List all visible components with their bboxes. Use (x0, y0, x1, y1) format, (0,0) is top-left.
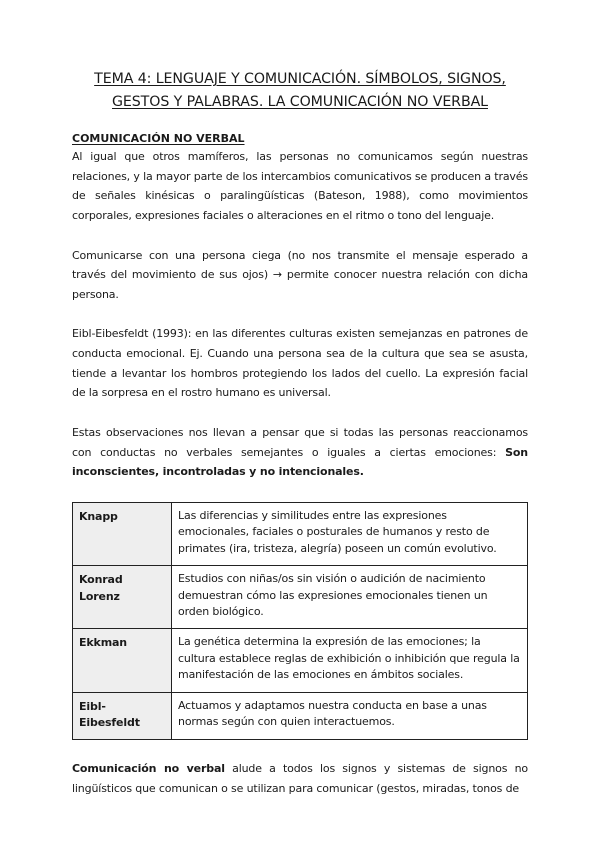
table-value-cell: Actuamos y adaptamos nuestra conducta en base a unas normas según con quien interactuemos. (172, 692, 528, 740)
table-key-cell: Konrad Lorenz (73, 566, 172, 629)
table-row (73, 692, 528, 740)
table-key-cell: Knapp (73, 502, 172, 565)
paragraph-5-emphasis: Comunicación no verbal (72, 762, 225, 776)
table-key-cell: Ekkman (73, 629, 172, 692)
paragraph-5 (72, 759, 528, 798)
paragraph-1: Al igual que otros mamíferos, las personas no comunicamos según nuestras relaciones, y la mayor parte de los intercambios comunicativos se producen a través de señales kinésicas o paralingüísticas (Bateson, 1988), como movimientos corporales, expresiones faciales o alteraciones en el ritmo o tono del lenguaje. (72, 150, 528, 223)
table-value-cell: Estudios con niñas/os sin visión o audición de nacimiento demuestran cómo las expresiones emocionales tienen un orden biológico. (172, 566, 528, 629)
section-heading: COMUNICACIÓN NO VERBAL (72, 132, 245, 145)
paragraph-3: Eibl-Eibesfeldt (1993): en las diferentes culturas existen semejanzas en patrones de conducta emocional. Ej. Cuando una persona sea de la cultura que sea se asusta, tiende a levantar los hombros protegiendo los lados del cuello. La expresión facial de la sorpresa en el rostro humano es universal. (72, 327, 528, 400)
table-value-cell: Las diferencias y similitudes entre las expresiones emocionales, faciales o posturales de humanos y resto de primates (ira, tristeza, alegría) poseen un común evolutivo. (172, 502, 528, 565)
document-title (72, 68, 528, 114)
table-row (73, 566, 528, 629)
table-key-cell: Eibl-Eibesfeldt (73, 692, 172, 740)
document-page (72, 68, 528, 799)
paragraph-4-text: Estas observaciones nos llevan a pensar que si todas las personas reaccionamos con conductas no verbales semejantes o iguales a ciertas emociones: (72, 425, 528, 459)
paragraph-4-emphasis: Son inconscientes, incontroladas y no intencionales. (72, 445, 528, 479)
table-row (73, 629, 528, 692)
title-line-1: TEMA 4: LENGUAJE Y COMUNICACIÓN. SÍMBOLOS, SIGNOS, (94, 71, 506, 87)
authors-table (72, 502, 528, 740)
table-value-cell: La genética determina la expresión de las emociones; la cultura establece reglas de exhibición o inhibición que regula la manifestación de las emociones en ámbitos sociales. (172, 629, 528, 692)
title-line-2: GESTOS Y PALABRAS. LA COMUNICACIÓN NO VERBAL (112, 94, 488, 110)
paragraph-5-text: alude a todos los signos y sistemas de signos no lingüísticos que comunican o se utilizan para comunicar (gestos, miradas, tonos de (72, 762, 528, 796)
table-row (73, 502, 528, 565)
paragraph-2: Comunicarse con una persona ciega (no nos transmite el mensaje esperado a través del movimiento de sus ojos) → permite conocer nuestra relación con dicha persona. (72, 248, 528, 301)
paragraph-4 (72, 423, 528, 482)
